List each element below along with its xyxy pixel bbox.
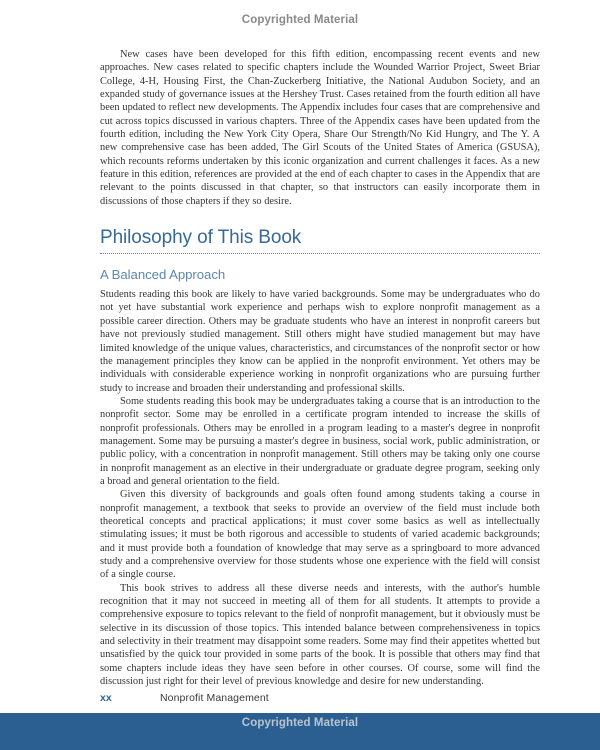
- section-heading: A Balanced Approach: [100, 267, 226, 283]
- page-content-column: [100, 48, 540, 688]
- page-footer: [100, 692, 540, 704]
- running-head: Nonprofit Management: [160, 692, 269, 704]
- heading-dotted-rule: [100, 253, 540, 255]
- chapter-heading: Philosophy of This Book: [100, 227, 302, 249]
- copyright-watermark-bottom: Copyrighted Material: [241, 717, 359, 729]
- paragraph-section-4: This book strives to address all these diverse needs and interests, with the author's humble recognition that it may not succeed in meeting all of them for all students. It attempts to provide a comprehensive exposure to topics relevant to the field of nonprofit management, but it obviously must be selective in its discussion of those topics. This intended balance between comprehensiveness in topics and selectivity in their treatment may disappoint some readers. Some may find their appetites whetted but unsatisfied by the quick tour provided in some parts of the book. It is possible that others may find that some chapters include ideas they have seen before in other courses. Of course, some will find the discussion just right for their level of previous knowledge and desire for new understanding.: [100, 582, 540, 688]
- page-number: xx: [100, 692, 112, 704]
- bottom-banner: [0, 713, 600, 750]
- copyright-watermark-top: Copyrighted Material: [241, 14, 359, 26]
- paragraph-section-1: Students reading this book are likely to have varied backgrounds. Some may be undergraduates who do not yet have substantial work experience and perhaps wish to explore nonprofit management as a possible career direction. Others may be graduate students who have an interest in nonprofit careers but have not previously studied management. Still others might have studied management but may have limited knowledge of the unique values, characteristics, and circumstances of the nonprofit sector or how the management principles they know can be applied in the nonprofit environment. Yet others may be individuals with considerable experience working in nonprofit organizations who are pursuing further study to increase and broaden their understanding and professional skills.: [100, 289, 540, 394]
- paragraph-section-2: Some students reading this book may be undergraduates taking a course that is an introduction to the nonprofit sector. Some may be enrolled in a certificate program intended to increase the skills of nonprofit professionals. Others may be enrolled in a program leading to a master's degree in nonprofit management. Some may be pursuing a master's degree in business, social work, public administration, or public policy, with a concentration in nonprofit management. Still others may be taking only one course in nonprofit management as an elective in their undergraduate or graduate degree program, seeking only a broad and general orientation to the field.: [100, 395, 540, 487]
- paragraph-intro-1: New cases have been developed for this fifth edition, encompassing recent events and new approaches. New cases related to specific chapters include the Wounded Warrior Project, Sweet Briar College, 4-H, Housing First, the Chan-Zuckerberg Initiative, the National Audubon Society, and an expanded study of governance issues at the Hershey Trust. Cases retained from the fourth edition all have been updated to reflect new developments. The Appendix includes four cases that are comprehensive and cut across topics discussed in various chapters. Three of the Appendix cases have been updated from the fourth edition, including the New York City Opera, Share Our Strength/No Kid Hungry, and The Y. A new comprehensive case has been added, The Girl Scouts of the United States of America (GSUSA), which recounts reforms undertaken by this iconic organization and current challenges it faces. As a new feature in this edition, references are provided at the end of each chapter to cases in the Appendix that are relevant to the points discussed in that chapter, so that instructors can easily incorporate them in discussions of those chapters if they so desire.: [100, 49, 540, 207]
- paragraph-section-3: Given this diversity of backgrounds and goals often found among students taking a course in nonprofit management, a textbook that seeks to provide an overview of the field must include both theoretical concepts and practical applications; it must cover some basics as well as intellectually stimulating issues; it must be both rigorous and accessible to students of varied academic backgrounds; and it must provide both a foundation of knowledge that may serve as a springboard to more advanced study and a comprehensive overview for those students whose one experience with the field will consist of a single course.: [100, 489, 540, 581]
- chapter-heading-block: [100, 227, 540, 255]
